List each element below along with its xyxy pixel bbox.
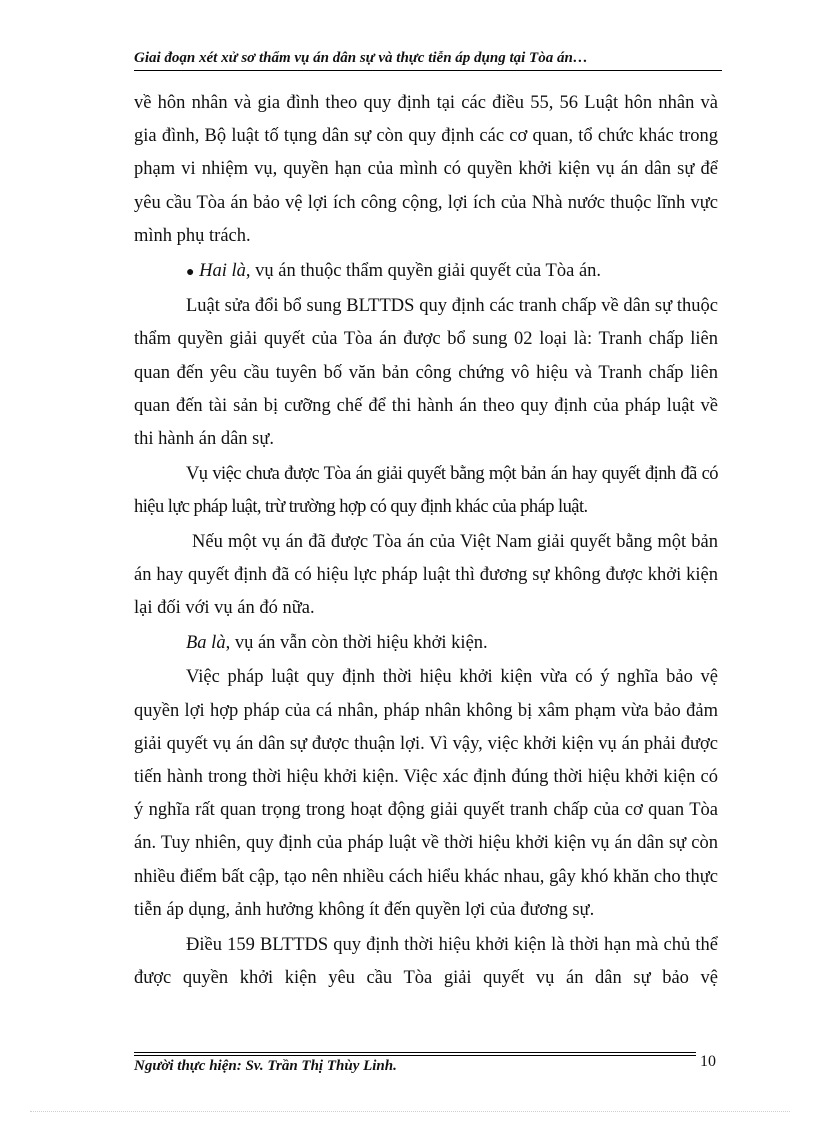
paragraph-4: Vụ việc chưa được Tòa án giải quyết bằng một bản án hay quyết định đã có hiệu lực pháp luật, trừ trường hợp có quy định khác của pháp luật. xyxy=(134,463,718,517)
paragraph-6-text: , vụ án vẫn còn thời hiệu khởi kiện. xyxy=(225,632,488,653)
footer-author: Người thực hiện: Sv. Trần Thị Thùy Linh. xyxy=(134,1058,397,1074)
paragraph-8: Điều 159 BLTTDS quy định thời hiệu khởi kiện là thời hạn mà chủ thể được quyền khởi kiện yêu cầu Tòa giải quyết vụ án dân sự bảo vệ xyxy=(134,934,718,988)
paragraph-5: Nếu một vụ án đã được Tòa án của Việt Nam giải quyết bằng một bản án hay quyết định đã có hiệu lực pháp luật thì đương sự không được khởi kiện lại đối với vụ án đó nữa. xyxy=(134,531,718,619)
paragraph-6 xyxy=(134,627,718,660)
bullet-icon: ● xyxy=(186,264,195,280)
paragraph-2-text: , vụ án thuộc thẩm quyền giải quyết của Tòa án. xyxy=(245,260,602,281)
page-edge-dotted-line xyxy=(30,1111,790,1112)
header-divider xyxy=(134,70,722,71)
footer-divider-double xyxy=(134,1055,696,1056)
paragraph-6-lead: Ba là xyxy=(186,632,226,653)
running-header: Giai đoạn xét xử sơ thẩm vụ án dân sự và thực tiễn áp dụng tại Tòa án… xyxy=(134,50,588,66)
document-body xyxy=(134,87,718,996)
footer-divider xyxy=(134,1052,696,1053)
paragraph-2-lead: Hai là xyxy=(199,260,246,281)
page-number: 10 xyxy=(700,1053,716,1070)
paragraph-2 xyxy=(134,255,718,289)
paragraph-1: về hôn nhân và gia đình theo quy định tại các điều 55, 56 Luật hôn nhân và gia đình, Bộ luật tố tụng dân sự còn quy định các cơ quan, tổ chức khác trong phạm vi nhiệm vụ, quyền hạn của mình có quyền khởi kiện vụ án dân sự để yêu cầu Tòa án bảo vệ lợi ích công cộng, lợi ích của Nhà nước thuộc lĩnh vực mình phụ trách. xyxy=(134,93,718,246)
paragraph-3: Luật sửa đổi bổ sung BLTTDS quy định các tranh chấp về dân sự thuộc thẩm quyền giải quyết của Tòa án được bổ sung 02 loại là: Tranh chấp liên quan đến yêu cầu tuyên bố văn bản công chứng vô hiệu và Tranh chấp liên quan đến tài sản bị cưỡng chế để thi hành án theo quy định của pháp luật về thi hành án dân sự. xyxy=(134,296,718,450)
paragraph-7: Việc pháp luật quy định thời hiệu khởi kiện vừa có ý nghĩa bảo vệ quyền lợi hợp pháp của cá nhân, pháp nhân không bị xâm phạm vừa bảo đảm giải quyết vụ án dân sự được thuận lợi. Vì vậy, việc khởi kiện vụ án phải được tiến hành trong thời hiệu khởi kiện. Việc xác định đúng thời hiệu khởi kiện có ý nghĩa rất quan trọng trong hoạt động giải quyết tranh chấp của cơ quan Tòa án. Tuy nhiên, quy định của pháp luật về thời hiệu khởi kiện vụ án dân sự còn nhiều điểm bất cập, tạo nên nhiều cách hiểu khác nhau, gây khó khăn cho thực tiễn áp dụng, ảnh hưởng không ít đến quyền lợi của đương sự. xyxy=(134,667,718,920)
